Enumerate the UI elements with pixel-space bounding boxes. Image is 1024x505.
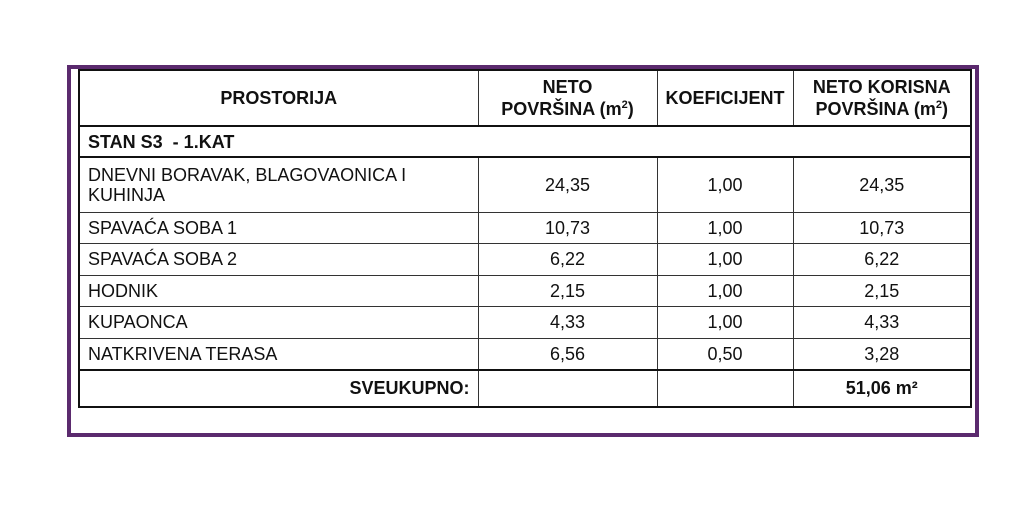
header-room: PROSTORIJA <box>79 70 478 126</box>
header-coefficient: KOEFICIJENT <box>657 70 793 126</box>
room-name: HODNIK <box>79 275 478 307</box>
usable-area-value: 10,73 <box>793 212 971 244</box>
usable-area-value: 4,33 <box>793 307 971 339</box>
total-value: 51,06 m² <box>793 370 971 407</box>
usable-area-value: 2,15 <box>793 275 971 307</box>
table-header-row <box>79 70 971 126</box>
area-table <box>78 69 972 408</box>
table-row <box>79 157 971 212</box>
room-name: NATKRIVENA TERASA <box>79 338 478 370</box>
room-name: DNEVNI BORAVAK, BLAGOVAONICA I KUHINJA <box>79 157 478 212</box>
room-name: SPAVAĆA SOBA 2 <box>79 244 478 276</box>
coefficient-value: 1,00 <box>657 275 793 307</box>
net-area-value: 10,73 <box>478 212 657 244</box>
table-row <box>79 212 971 244</box>
coefficient-value: 1,00 <box>657 307 793 339</box>
header-usable-area: NETO KORISNA POVRŠINA $(m^2)$ <box>793 70 971 126</box>
net-area-value: 4,33 <box>478 307 657 339</box>
usable-area-value: 24,35 <box>793 157 971 212</box>
area-table-container <box>78 69 972 408</box>
coefficient-value: 1,00 <box>657 244 793 276</box>
table-row <box>79 338 971 370</box>
total-empty-coef <box>657 370 793 407</box>
net-area-value: 6,22 <box>478 244 657 276</box>
coefficient-value: 1,00 <box>657 157 793 212</box>
table-row <box>79 275 971 307</box>
total-empty-area <box>478 370 657 407</box>
total-row <box>79 370 971 407</box>
room-name: SPAVAĆA SOBA 1 <box>79 212 478 244</box>
table-row <box>79 307 971 339</box>
net-area-value: 6,56 <box>478 338 657 370</box>
section-title: STAN S3 - 1.KAT <box>79 126 971 157</box>
usable-area-value: 3,28 <box>793 338 971 370</box>
section-row <box>79 126 971 157</box>
room-name: KUPAONCA <box>79 307 478 339</box>
net-area-value: 24,35 <box>478 157 657 212</box>
usable-area-value: 6,22 <box>793 244 971 276</box>
net-area-value: 2,15 <box>478 275 657 307</box>
coefficient-value: 0,50 <box>657 338 793 370</box>
table-row <box>79 244 971 276</box>
header-net-area: NETO POVRŠINA $(m^2)$ <box>478 70 657 126</box>
total-label: SVEUKUPNO: <box>79 370 478 407</box>
coefficient-value: 1,00 <box>657 212 793 244</box>
